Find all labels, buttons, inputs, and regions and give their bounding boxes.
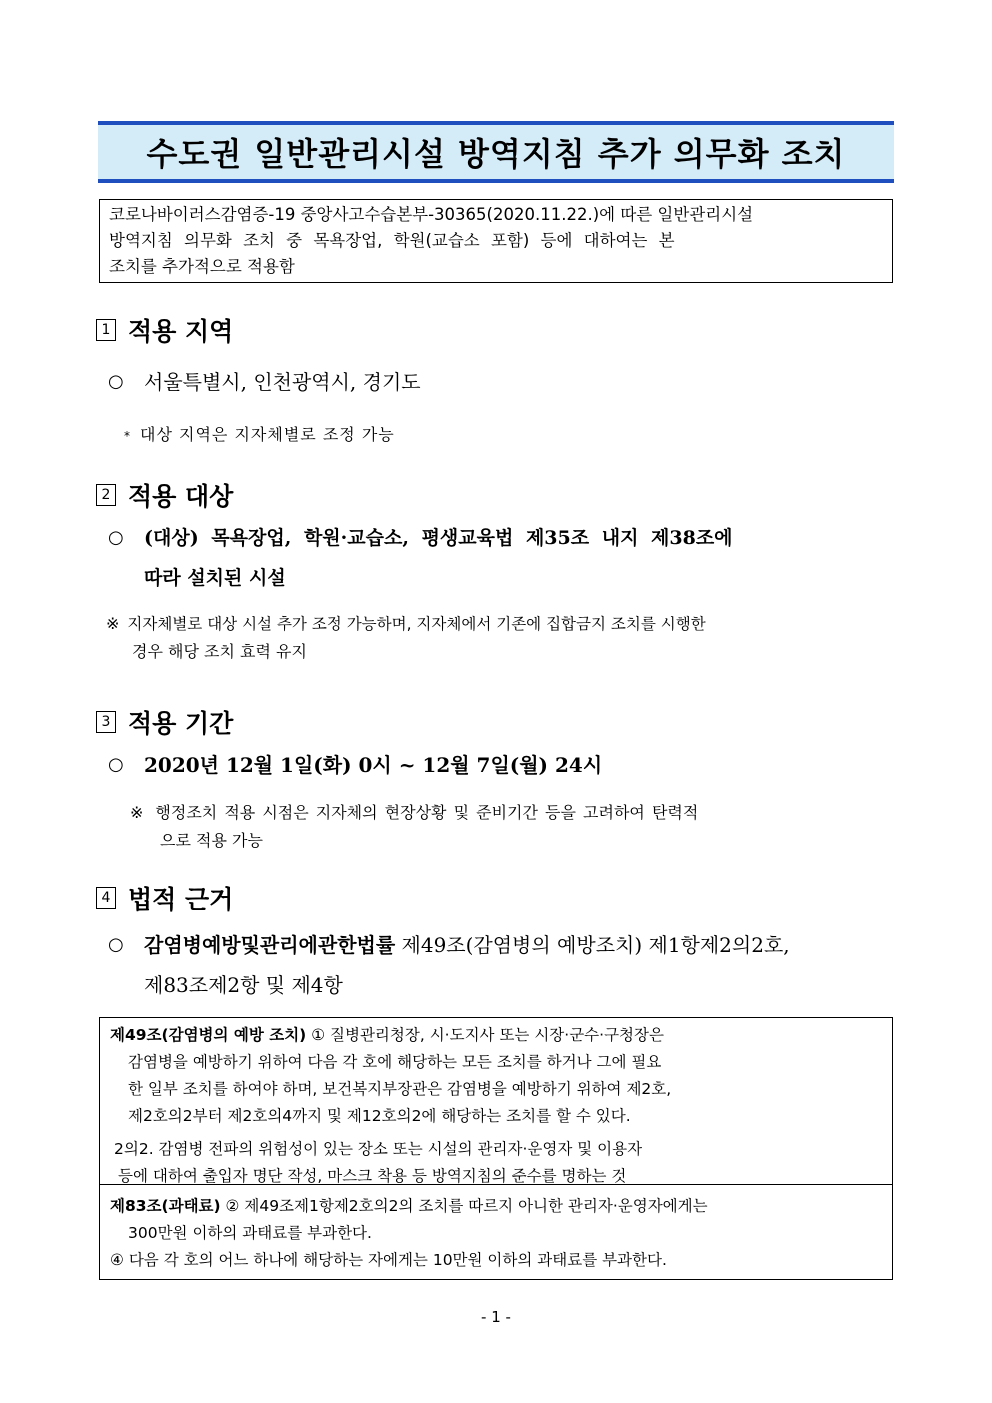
bullet-mark: ○ xyxy=(108,527,124,548)
title-banner xyxy=(98,121,894,183)
section-1-note xyxy=(124,421,395,450)
note-mark: * xyxy=(124,429,130,443)
bullet-mark: ○ xyxy=(108,934,124,955)
section-number: 3 xyxy=(96,711,116,733)
intro-box xyxy=(99,199,893,283)
section-2-heading xyxy=(96,477,233,513)
bullet-text: 제49조(감염병의 예방조치) 제1항제2의2호, xyxy=(395,933,790,957)
section-3-bullet xyxy=(108,745,602,785)
bullet-mark: ○ xyxy=(108,754,124,775)
law-49-head: 제49조(감염병의 예방 조치) xyxy=(110,1026,307,1044)
section-number: 1 xyxy=(96,319,116,341)
page-number: - 1 - xyxy=(481,1308,511,1326)
section-title: 적용 대상 xyxy=(128,482,234,511)
law-49-line: 2의2. 감염병 전파의 위험성이 있는 장소 또는 시설의 관리자·운영자 및 이용자 xyxy=(114,1140,643,1158)
law-49-line: 한 일부 조치를 하여야 하며, 보건복지부장관은 감염병을 예방하기 위하여 제2호, xyxy=(128,1080,672,1098)
bullet-text: 서울특별시, 인천광역시, 경기도 xyxy=(144,370,421,394)
section-4-bullet xyxy=(108,925,790,1005)
law-83-line: ④ 다음 각 호의 어느 하나에 해당하는 자에게는 10만원 이하의 과태료를 부과한다. xyxy=(110,1251,667,1269)
section-title: 적용 기간 xyxy=(128,709,234,738)
section-2-note xyxy=(106,610,898,666)
note-text-line2: 경우 해당 조치 효력 유지 xyxy=(132,642,307,661)
law-49-line: 등에 대하여 출입자 명단 작성, 마스크 착용 등 방역지침의 준수를 명하는 것 xyxy=(118,1167,627,1185)
page-title: 수도권 일반관리시설 방역지침 추가 의무화 조치 xyxy=(146,135,846,173)
note-text-line1: 지자체별로 대상 시설 추가 조정 가능하며, 지자체에서 기존에 집합금지 조치를 시행한 xyxy=(127,615,706,633)
bullet-text-line1: (대상) 목욕장업, 학원·교습소, 평생교육법 제35조 내지 제38조에 xyxy=(144,527,733,549)
section-4-heading xyxy=(96,880,233,916)
section-number: 4 xyxy=(96,887,116,909)
law-name: 감염병예방및관리에관한법률 xyxy=(144,933,396,957)
bullet-mark: ○ xyxy=(108,371,124,392)
note-text-line1: 행정조치 적용 시점은 지자체의 현장상황 및 준비기간 등을 고려하여 탄력적 xyxy=(155,803,699,822)
section-number: 2 xyxy=(96,484,116,506)
note-text: 대상 지역은 지자체별로 조정 가능 xyxy=(140,425,395,444)
bullet-text-line2: 따라 설치된 시설 xyxy=(144,567,286,589)
law-83-line: ② 제49조제1항제2호의2의 조치를 따르지 아니한 관리자·운영자에게는 xyxy=(220,1197,708,1215)
law-83-head: 제83조(과태료) xyxy=(110,1197,221,1215)
law-49-line: ① 질병관리청장, 시·도지사 또는 시장·군수·구청장은 xyxy=(306,1026,664,1044)
section-title: 법적 근거 xyxy=(128,885,234,914)
law-49-line: 감염병을 예방하기 위하여 다음 각 호에 해당하는 모든 조치를 하거나 그에 필요 xyxy=(128,1053,662,1071)
intro-line: 방역지침 의무화 조치 중 목욕장업, 학원(교습소 포함) 등에 대하여는 본 xyxy=(109,231,675,250)
bullet-text: 2020년 12월 1일(화) 0시 ~ 12월 7일(월) 24시 xyxy=(144,753,603,777)
section-3-note xyxy=(130,799,900,855)
section-3-heading xyxy=(96,704,233,740)
law-49-line: 제2호의2부터 제2호의4까지 및 제12호의2에 해당하는 조치를 할 수 있다. xyxy=(128,1107,631,1125)
note-mark: ※ xyxy=(106,614,120,633)
intro-line: 조치를 추가적으로 적용함 xyxy=(109,257,295,276)
intro-line: 코로나바이러스감염증-19 중앙사고수습본부-30365(2020.11.22.)에 따른 일반관리시설 xyxy=(109,205,754,224)
note-text-line2: 으로 적용 가능 xyxy=(160,831,263,850)
section-1-heading xyxy=(96,312,233,348)
section-1-bullet xyxy=(108,362,421,402)
law-83-line: 300만원 이하의 과태료를 부과한다. xyxy=(128,1224,372,1242)
section-title: 적용 지역 xyxy=(128,317,234,346)
bullet-text-line2: 제83조제2항 및 제4항 xyxy=(144,973,343,997)
section-2-bullet xyxy=(108,518,898,598)
note-mark: ※ xyxy=(130,803,144,822)
law-49-box xyxy=(99,1017,893,1185)
law-83-box xyxy=(99,1184,893,1280)
